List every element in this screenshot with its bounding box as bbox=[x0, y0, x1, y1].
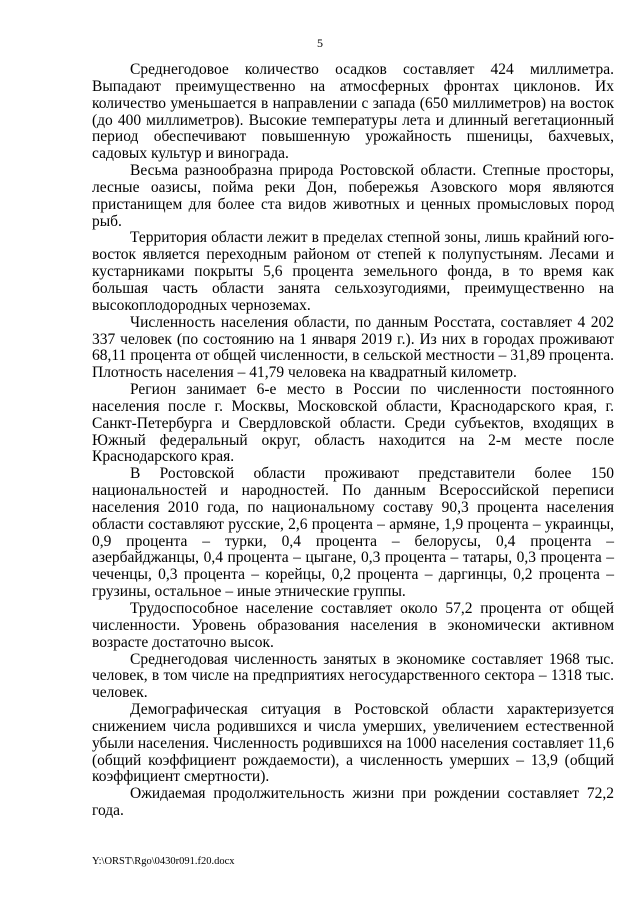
paragraph-territory: Территория области лежит в пределах степной зоны, лишь крайний юго-восток является переходным районом от степей к полупустыням. Лесами и кустарниками покрыты 5,6 процента земельного фонда, в то время как большая часть области занята сельхозугодиями, преимущественно на высокоплодородных черноземах. bbox=[92, 229, 614, 314]
paragraph-working-population: Трудоспособное население составляет около 57,2 процента от общей численности. Уровень образования населения в экономически активном возрасте достаточно высок. bbox=[92, 600, 614, 651]
paragraph-precipitation: Среднегодовое количество осадков составляет 424 миллиметра. Выпадают преимущественно на атмосферных фронтах циклонов. Их количество уменьшается в направлении с запада (650 миллиметров) на восток (до 400 миллиметров). Высокие температуры лета и длинный вегетационный период обеспечивают повышенную урожайность пшеницы, бахчевых, садовых культур и винограда. bbox=[92, 61, 614, 163]
paragraph-nationalities: В Ростовской области проживают представители более 150 национальностей и народностей. По данным Всероссийской переписи населения 2010 года, по национальному составу 90,3 процента населения области составляют русские, 2,6 процента – армяне, 1,9 процента – украинцы, 0,9 процента – турки, 0,4 процента – белорусы, 0,4 процента – азербайджанцы, 0,4 процента – цыгане, 0,3 процента – татары, 0,3 процента – чеченцы, 0,3 процента – корейцы, 0,2 процента – даргинцы, 0,2 процента – грузины, остальное – иные этнические группы. bbox=[92, 465, 614, 601]
paragraph-nature: Весьма разнообразна природа Ростовской области. Степные просторы, лесные оазисы, пойма реки Дон, побережья Азовского моря являются пристанищем для более ста видов животных и ценных промысловых пород рыб. bbox=[92, 162, 614, 230]
paragraph-population: Численность населения области, по данным Росстата, составляет 4 202 337 человек (по состоянию на 1 января 2019 г.). Из них в городах проживают 68,11 процента от общей численности, в сельской местности – 31,89 процента. Плотность населения – 41,79 человека на квадратный километр. bbox=[92, 313, 614, 382]
paragraph-demography: Демографическая ситуация в Ростовской области характеризуется снижением числа родившихся и числа умерших, увеличением естественной убыли населения. Численность родившихся на 1000 населения составляет 11,6 (общий коэффициент рождаемости), а численность умерших – 13,9 (общий коэффициент смертности). bbox=[92, 701, 614, 786]
footer-file-path: Y:\ORST\Rgo\0430r091.f20.docx bbox=[92, 856, 235, 867]
paragraph-employment: Среднегодовая численность занятых в экономике составляет 1968 тыс. человек, в том числе на предприятиях негосударственного сектора – 1318 тыс. человек. bbox=[92, 650, 614, 702]
page-number: 5 bbox=[317, 36, 323, 50]
paragraph-region-rank: Регион занимает 6-е место в России по численности постоянного населения после г. Москвы, Московской области, Краснодарского края, г. Санкт-Петербурга и Свердловской области. Среди субъектов, входящих в Южный федеральный округ, область находится на 2-м месте после Краснодарского края. bbox=[92, 381, 614, 466]
document-body bbox=[92, 62, 614, 820]
paragraph-life-expectancy: Ожидаемая продолжительность жизни при рождении составляет 72,2 года. bbox=[92, 785, 614, 820]
